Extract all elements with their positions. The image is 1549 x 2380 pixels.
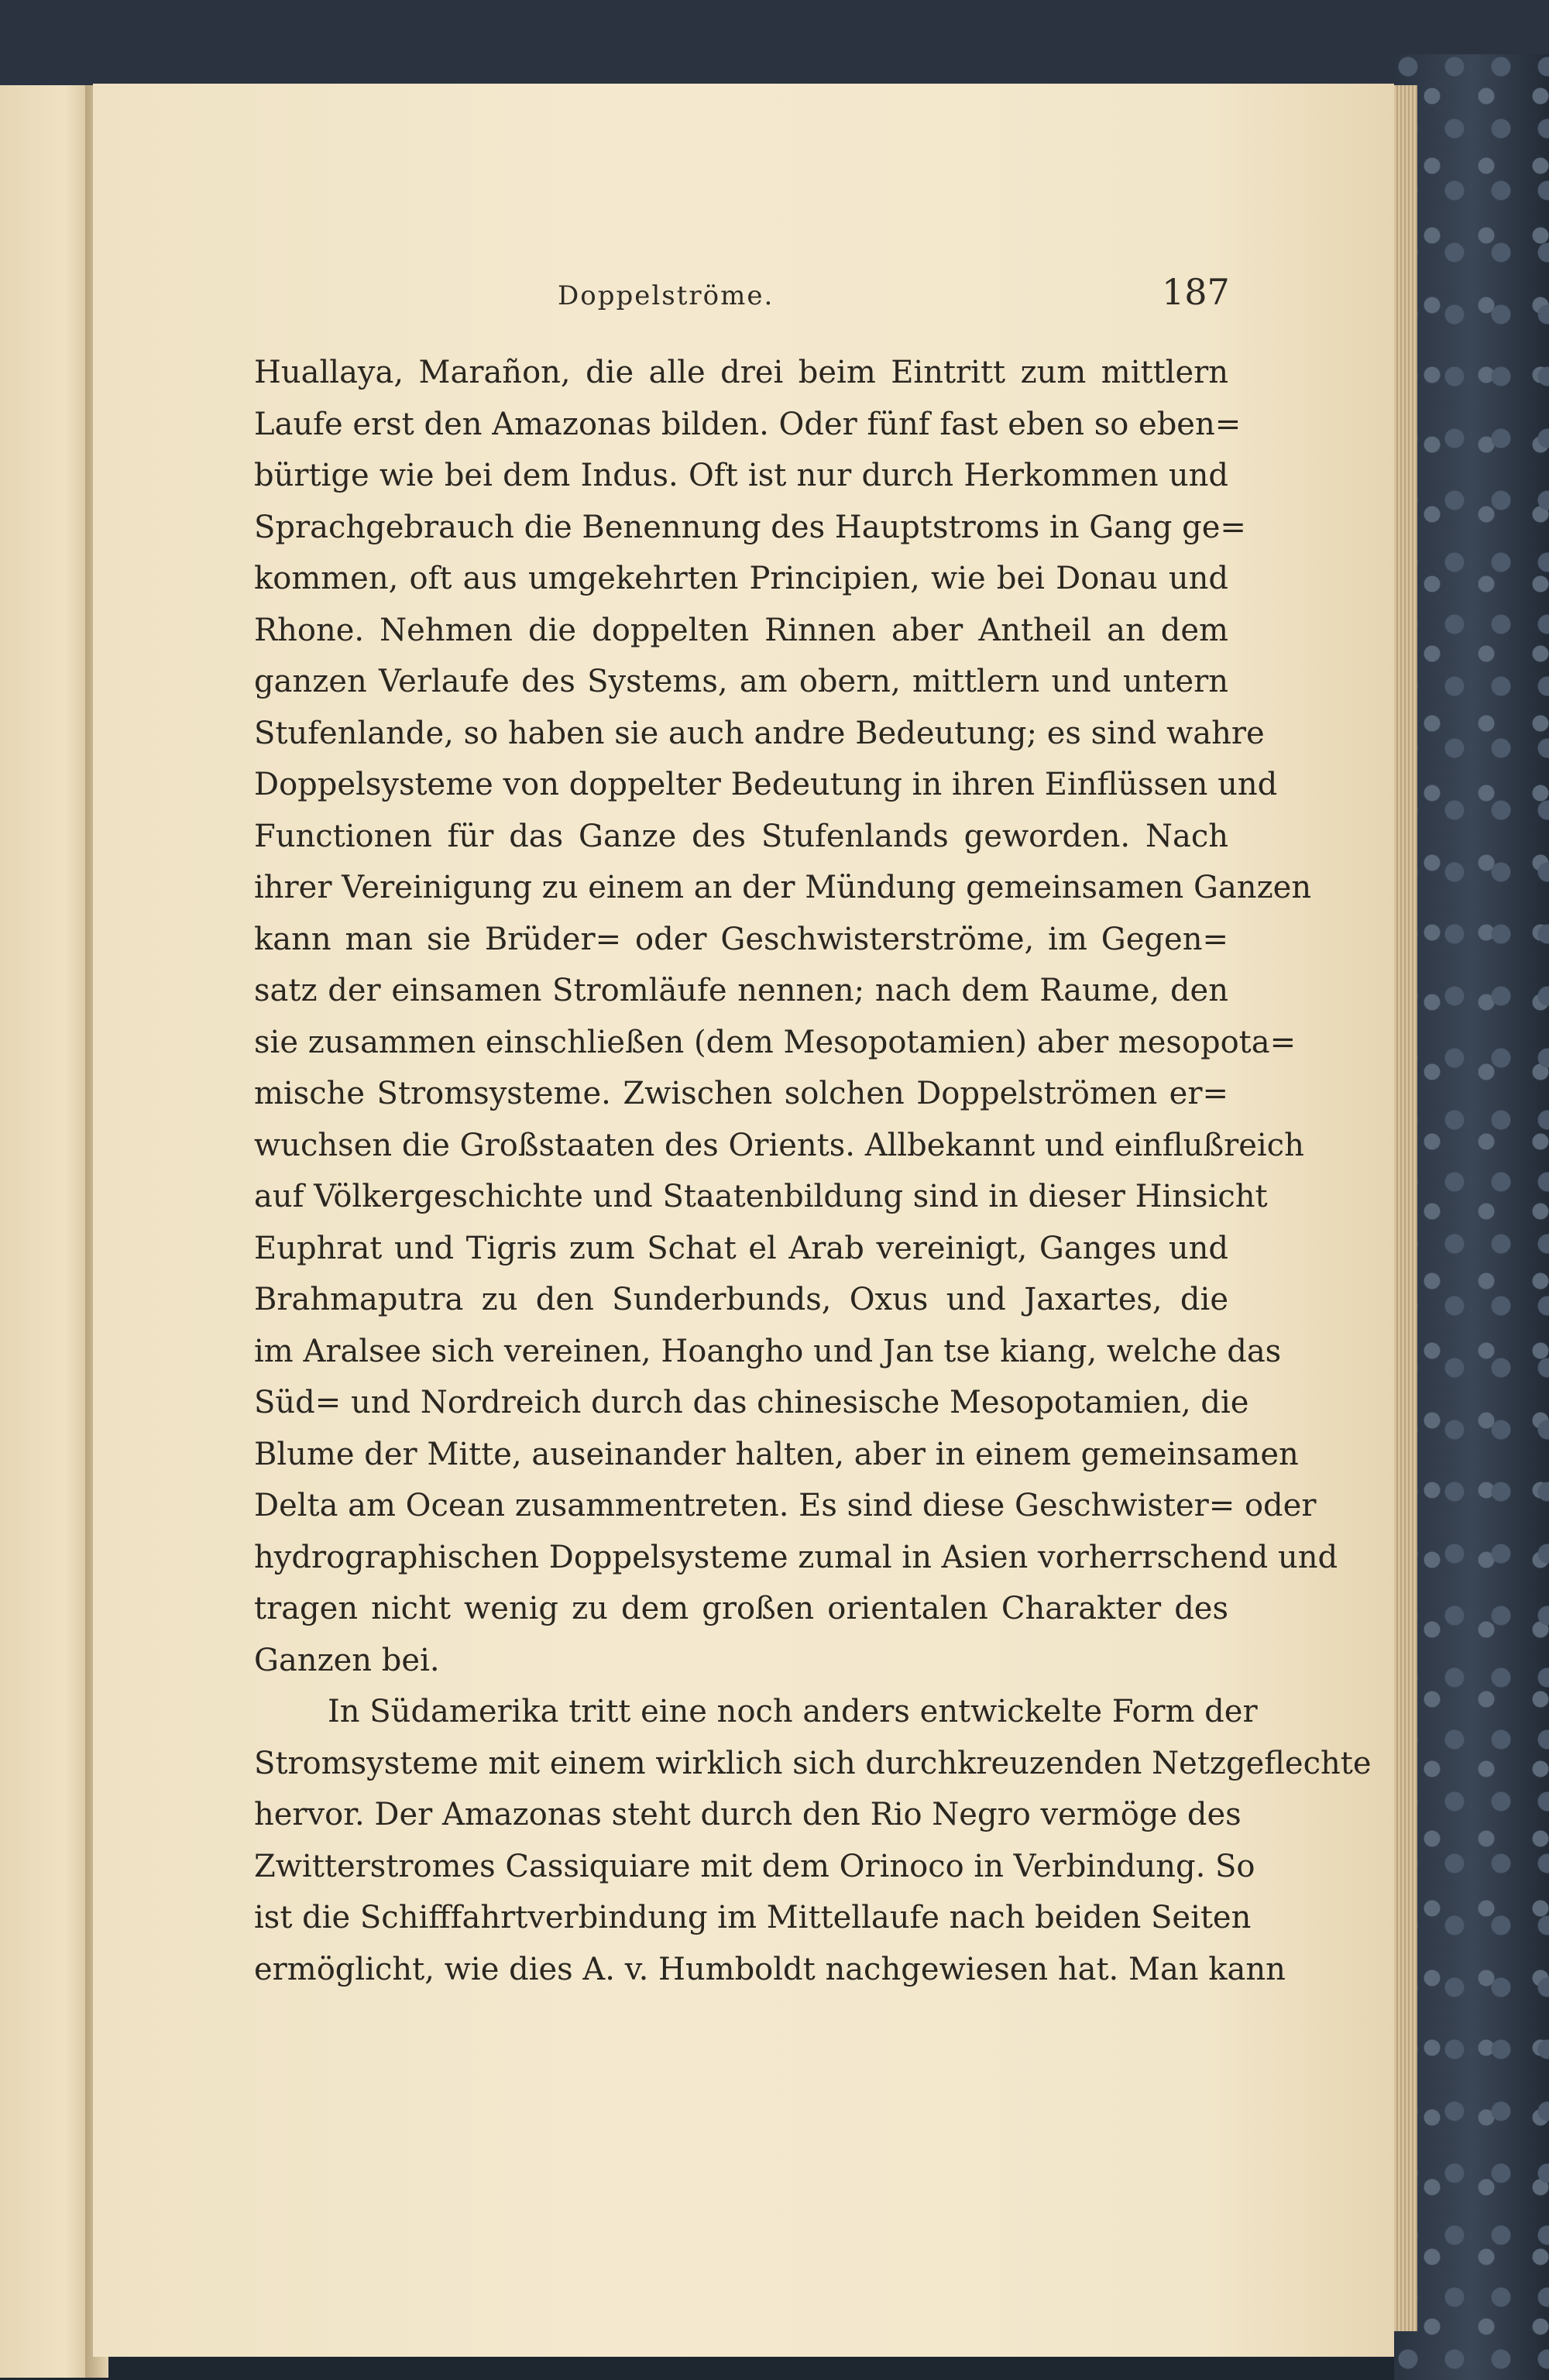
text-line: bürtige wie bei dem Indus. Oft ist nur durch Herkommen und [254, 458, 1228, 493]
text-line: Delta am Ocean zusammentreten. Es sind diese Geschwister= oder [254, 1488, 1317, 1523]
book-cover [1394, 54, 1549, 2380]
body-text [254, 347, 1372, 1995]
text-line: In Südamerika tritt eine noch anders entwickelte Form der [328, 1694, 1258, 1729]
text-line: Doppelsysteme von doppelter Bedeutung in ihren Einflüssen und [254, 767, 1278, 802]
text-line: ihrer Vereinigung zu einem an der Mündung gemeinsamen Ganzen [254, 870, 1312, 905]
text-line: hervor. Der Amazonas steht durch den Rio Negro vermöge des [254, 1797, 1242, 1832]
book-top-edge [0, 0, 1549, 93]
text-line: tragen nicht wenig zu dem großen orientalen Charakter des [254, 1591, 1228, 1626]
text-line: im Aralsee sich vereinen, Hoangho und Jan tse kiang, welche das [254, 1333, 1282, 1369]
text-line: sie zusammen einschließen (dem Mesopotamien) aber mesopota= [254, 1024, 1297, 1060]
text-line: auf Völkergeschichte und Staatenbildung sind in dieser Hinsicht [254, 1179, 1268, 1214]
text-line: Huallaya, Marañon, die alle drei beim Eintritt zum mittlern [254, 355, 1228, 390]
text-line: Stufenlande, so haben sie auch andre Bedeutung; es sind wahre [254, 715, 1265, 751]
text-line: Rhone. Nehmen die doppelten Rinnen aber Antheil an dem [254, 612, 1228, 648]
running-head: Doppelströme. [558, 280, 774, 311]
text-line: Süd= und Nordreich durch das chinesische Mesopotamien, die [254, 1385, 1249, 1420]
text-line: mische Stromsysteme. Zwischen solchen Doppelströmen er= [254, 1076, 1228, 1111]
text-line: satz der einsamen Stromläufe nennen; nach dem Raume, den [254, 973, 1228, 1008]
text-line: kann man sie Brüder= oder Geschwisterströme, im Gegen= [254, 921, 1228, 957]
text-line: Sprachgebrauch die Benennung des Hauptstroms in Gang ge= [254, 509, 1246, 545]
text-line: Ganzen bei. [254, 1642, 440, 1678]
text-line: Laufe erst den Amazonas bilden. Oder fünf fast eben so eben= [254, 406, 1242, 442]
text-line: Euphrat und Tigris zum Schat el Arab vereinigt, Ganges und [254, 1230, 1228, 1266]
text-line: Brahmaputra zu den Sunderbunds, Oxus und Jaxartes, die [254, 1282, 1228, 1317]
text-line: Zwitterstromes Cassiquiare mit dem Orinoco in Verbindung. So [254, 1848, 1255, 1884]
page-number: 187 [1162, 271, 1230, 313]
text-line: ermöglicht, wie dies A. v. Humboldt nachgewiesen hat. Man kann [254, 1951, 1286, 1987]
text-line: kommen, oft aus umgekehrten Principien, wie bei Donau und [254, 561, 1228, 596]
text-line: ist die Schifffahrtverbindung im Mittellaufe nach beiden Seiten [254, 1900, 1252, 1935]
previous-page-edge [0, 85, 93, 2378]
text-line: wuchsen die Großstaaten des Orients. Allbekannt und einflußreich [254, 1127, 1304, 1163]
text-line: Stromsysteme mit einem wirklich sich durchkreuzenden Netzgeflechte [254, 1745, 1372, 1781]
text-line: hydrographischen Doppelsysteme zumal in Asien vorherrschend und [254, 1539, 1338, 1575]
text-line: Blume der Mitte, auseinander halten, aber in einem gemeinsamen [254, 1436, 1299, 1472]
text-line: ganzen Verlaufe des Systems, am obern, mittlern und untern [254, 664, 1228, 699]
text-line: Functionen für das Ganze des Stufenlands geworden. Nach [254, 818, 1228, 854]
